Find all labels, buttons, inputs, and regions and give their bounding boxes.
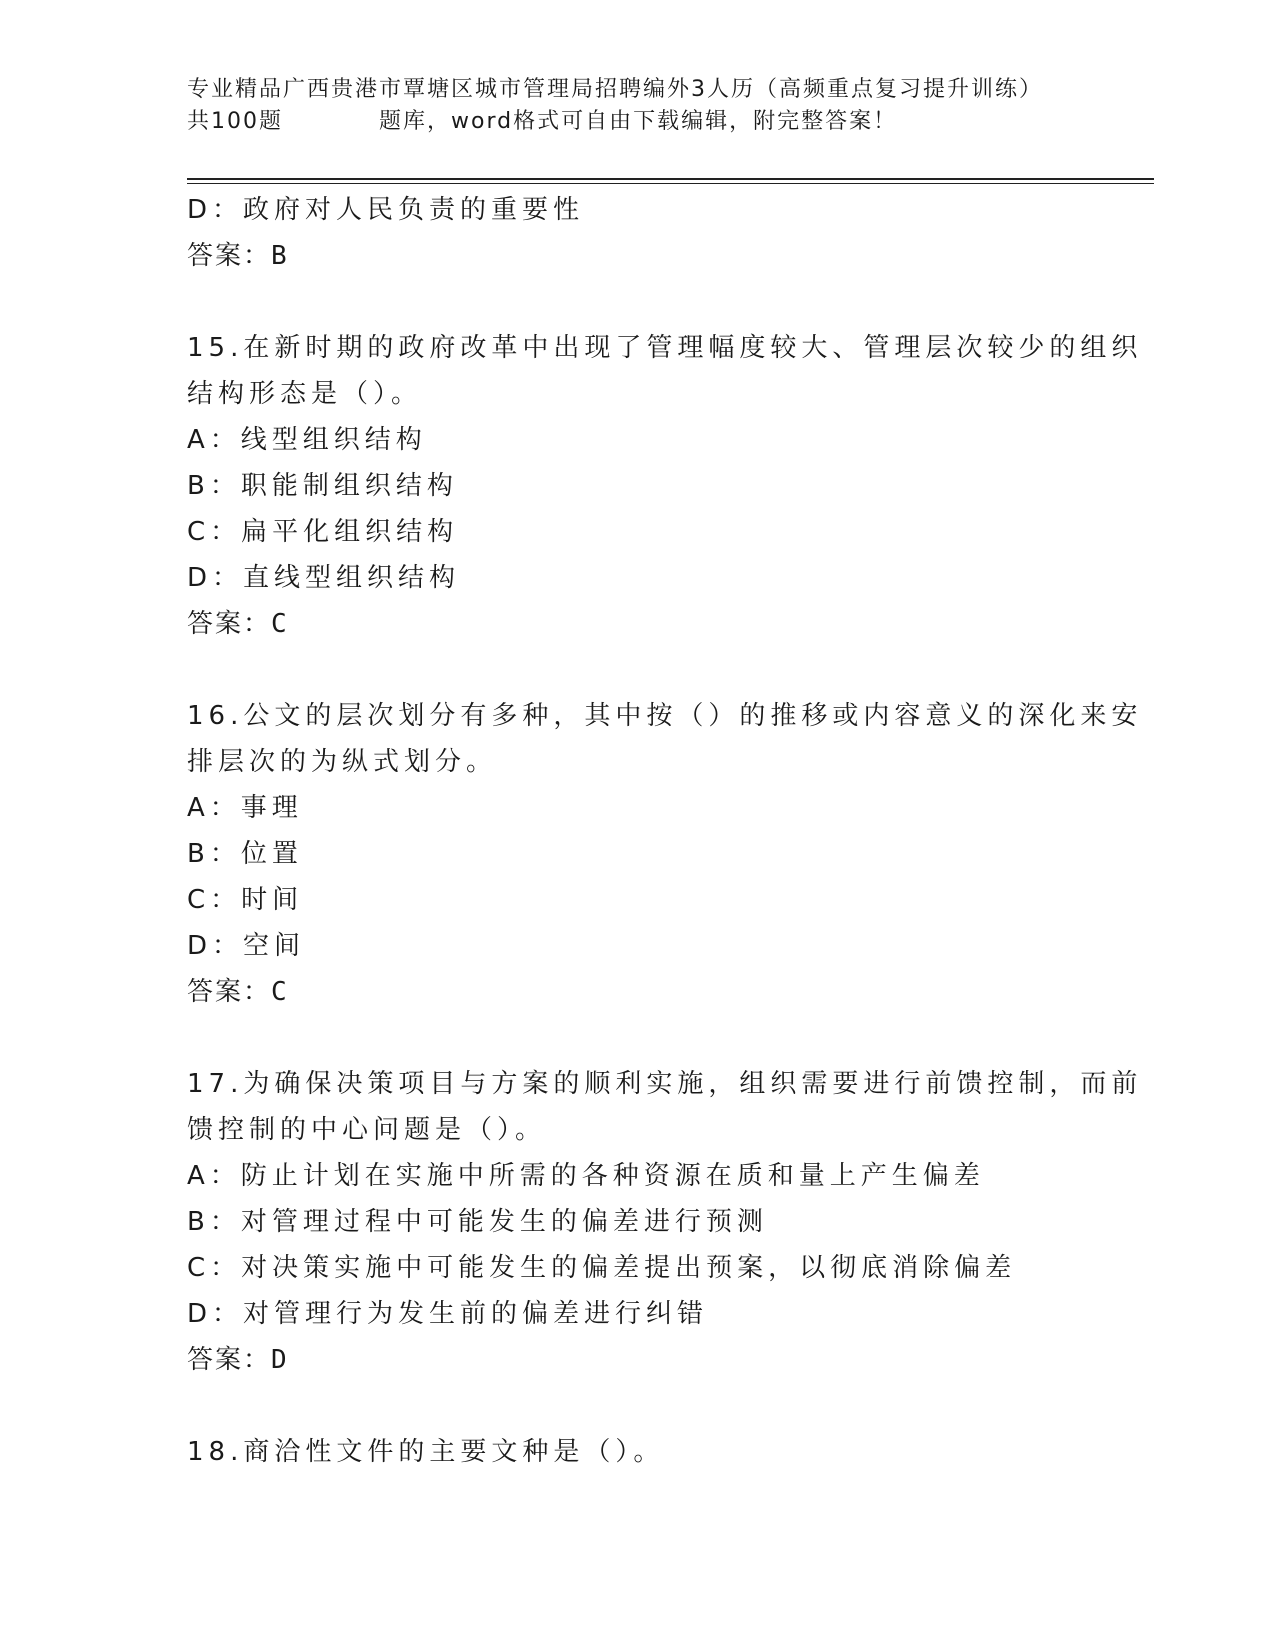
option-a: A：防止计划在实施中所需的各种资源在质和量上产生偏差 bbox=[187, 1161, 985, 1191]
header-description: 题库，word格式可自由下载编辑，附完整答案！ bbox=[379, 109, 898, 134]
answer-label: 答案： bbox=[187, 977, 272, 1007]
question-text-line: 18.商洽性文件的主要文种是（）。 bbox=[187, 1437, 665, 1467]
document-header bbox=[187, 74, 1087, 138]
answer-line bbox=[187, 233, 1087, 279]
option-d: D：对管理行为发生前的偏差进行纠错 bbox=[187, 1299, 709, 1329]
answer-value: B bbox=[271, 241, 289, 271]
question-text-line: 排层次的为纵式划分。 bbox=[187, 747, 498, 777]
answer-label: 答案： bbox=[187, 1345, 272, 1375]
question-text-line: 17.为确保决策项目与方案的顺利实施，组织需要进行前馈控制，而前 bbox=[187, 1069, 1143, 1099]
header-subtitle-line bbox=[187, 106, 1087, 138]
option-a: A：事理 bbox=[187, 793, 303, 823]
answer-label: 答案： bbox=[187, 241, 272, 271]
question-text-line: 15.在新时期的政府改革中出现了管理幅度较大、管理层次较少的组织 bbox=[187, 333, 1143, 363]
question-15 bbox=[187, 325, 1143, 647]
option-c: C：时间 bbox=[187, 885, 304, 915]
question-list bbox=[187, 187, 1143, 1475]
question-17 bbox=[187, 1061, 1143, 1383]
option-b: B：对管理过程中可能发生的偏差进行预测 bbox=[187, 1207, 768, 1237]
answer-line bbox=[187, 969, 1087, 1015]
question-16 bbox=[187, 693, 1143, 1015]
question-text-line: 结构形态是（）。 bbox=[187, 379, 423, 409]
answer-value: C bbox=[271, 977, 289, 1007]
option-d: D：政府对人民负责的重要性 bbox=[187, 195, 585, 225]
answer-value: C bbox=[271, 609, 289, 639]
header-question-count: 共100题 bbox=[187, 109, 283, 134]
option-b: B：位置 bbox=[187, 839, 303, 869]
question-18 bbox=[187, 1429, 1087, 1475]
option-b: B：职能制组织结构 bbox=[187, 471, 458, 501]
option-d: D：空间 bbox=[187, 931, 306, 961]
question-text-line: 16.公文的层次划分有多种，其中按（）的推移或内容意义的深化来安 bbox=[187, 701, 1143, 731]
option-c: C：对决策实施中可能发生的偏差提出预案，以彻底消除偏差 bbox=[187, 1253, 1017, 1283]
header-title-line: 专业精品广西贵港市覃塘区城市管理局招聘编外3人历（高频重点复习提升训练） bbox=[187, 77, 1043, 102]
answer-line bbox=[187, 601, 1087, 647]
option-d: D：直线型组织结构 bbox=[187, 563, 461, 593]
option-a: A：线型组织结构 bbox=[187, 425, 427, 455]
answer-label: 答案： bbox=[187, 609, 272, 639]
question-text-line: 馈控制的中心问题是（）。 bbox=[187, 1115, 547, 1145]
header-divider-thick bbox=[187, 178, 1154, 180]
answer-value: D bbox=[271, 1345, 289, 1375]
option-c: C：扁平化组织结构 bbox=[187, 517, 459, 547]
header-divider-thin bbox=[187, 183, 1154, 184]
question-14-tail bbox=[187, 187, 1087, 279]
answer-line bbox=[187, 1337, 1087, 1383]
